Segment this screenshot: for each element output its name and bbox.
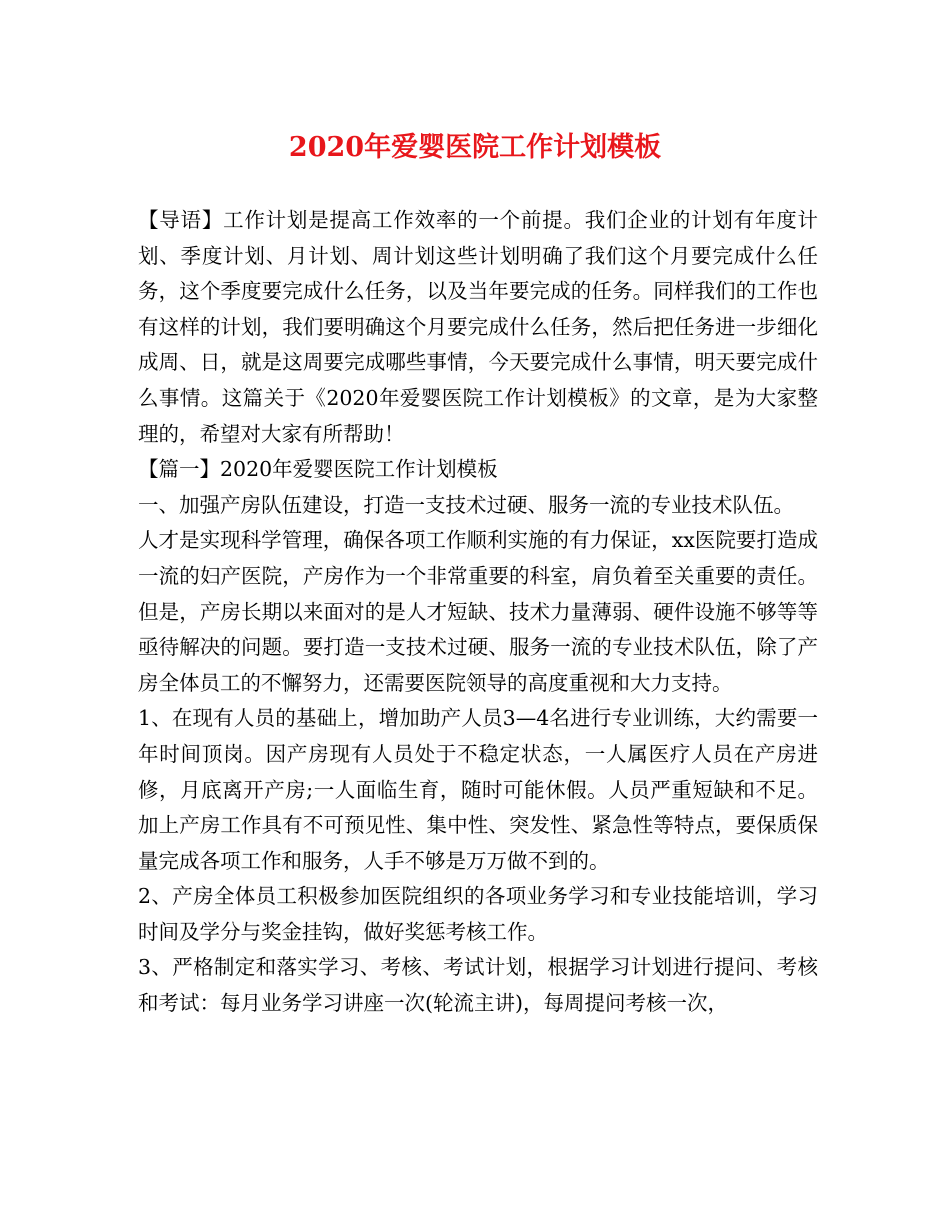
paragraph-point-1: 一、加强产房队伍建设，打造一支技术过硬、服务一流的专业技术队伍。 <box>138 492 794 517</box>
paragraph-intro: 【导语】工作计划是提高工作效率的一个前提。我们企业的计划有年度计划、季度计划、月计划、周计划这些计划明确了我们这个月要完成什么任务，这个季度要完成什么任务，以及当年要完成的任务。同样我们的工作也有这样的计划，我们要明确这个月要完成什么任务，然后把任务进一步细化成周、日，就是这周要完成哪些事情，今天要完成什么事情，明天要完成什么事情。这篇关于《2020年爱婴医院工作计划模板》的文章，是为大家整理的，希望对大家有所帮助！ <box>138 208 818 446</box>
paragraph-item-2: 2、产房全体员工积极参加医院组织的各项业务学习和专业技能培训，学习时间及学分与奖金挂钩，做好奖惩考核工作。 <box>138 884 818 944</box>
paragraph-section-heading: 【篇一】2020年爱婴医院工作计划模板 <box>138 457 498 482</box>
paragraph-talent: 人才是实现科学管理，确保各项工作顺利实施的有力保证，xx医院要打造成一流的妇产医院，产房作为一个非常重要的科室，肩负着至关重要的责任。但是，产房长期以来面对的是人才短缺、技术力量薄弱、硬件设施不够等等亟待解决的问题。要打造一支技术过硬、服务一流的专业技术队伍，除了产房全体员工的不懈努力，还需要医院领导的高度重视和大力支持。 <box>138 528 818 695</box>
paragraph-item-1: 1、在现有人员的基础上，增加助产人员3—4名进行专业训练，大约需要一年时间顶岗。因产房现有人员处于不稳定状态，一人属医疗人员在产房进修，月底离开产房;一人面临生育，随时可能休假。人员严重短缺和不足。加上产房工作具有不可预见性、集中性、突发性、紧急性等特点，要保质保量完成各项工作和服务，人手不够是万万做不到的。 <box>138 706 818 873</box>
document-title: 2020年爱婴医院工作计划模板 <box>288 132 662 163</box>
document-body <box>138 203 818 1022</box>
paragraph-item-3: 3、严格制定和落实学习、考核、考试计划，根据学习计划进行提问、考核和考试：每月业务学习讲座一次(轮流主讲)，每周提问考核一次， <box>138 955 818 1016</box>
